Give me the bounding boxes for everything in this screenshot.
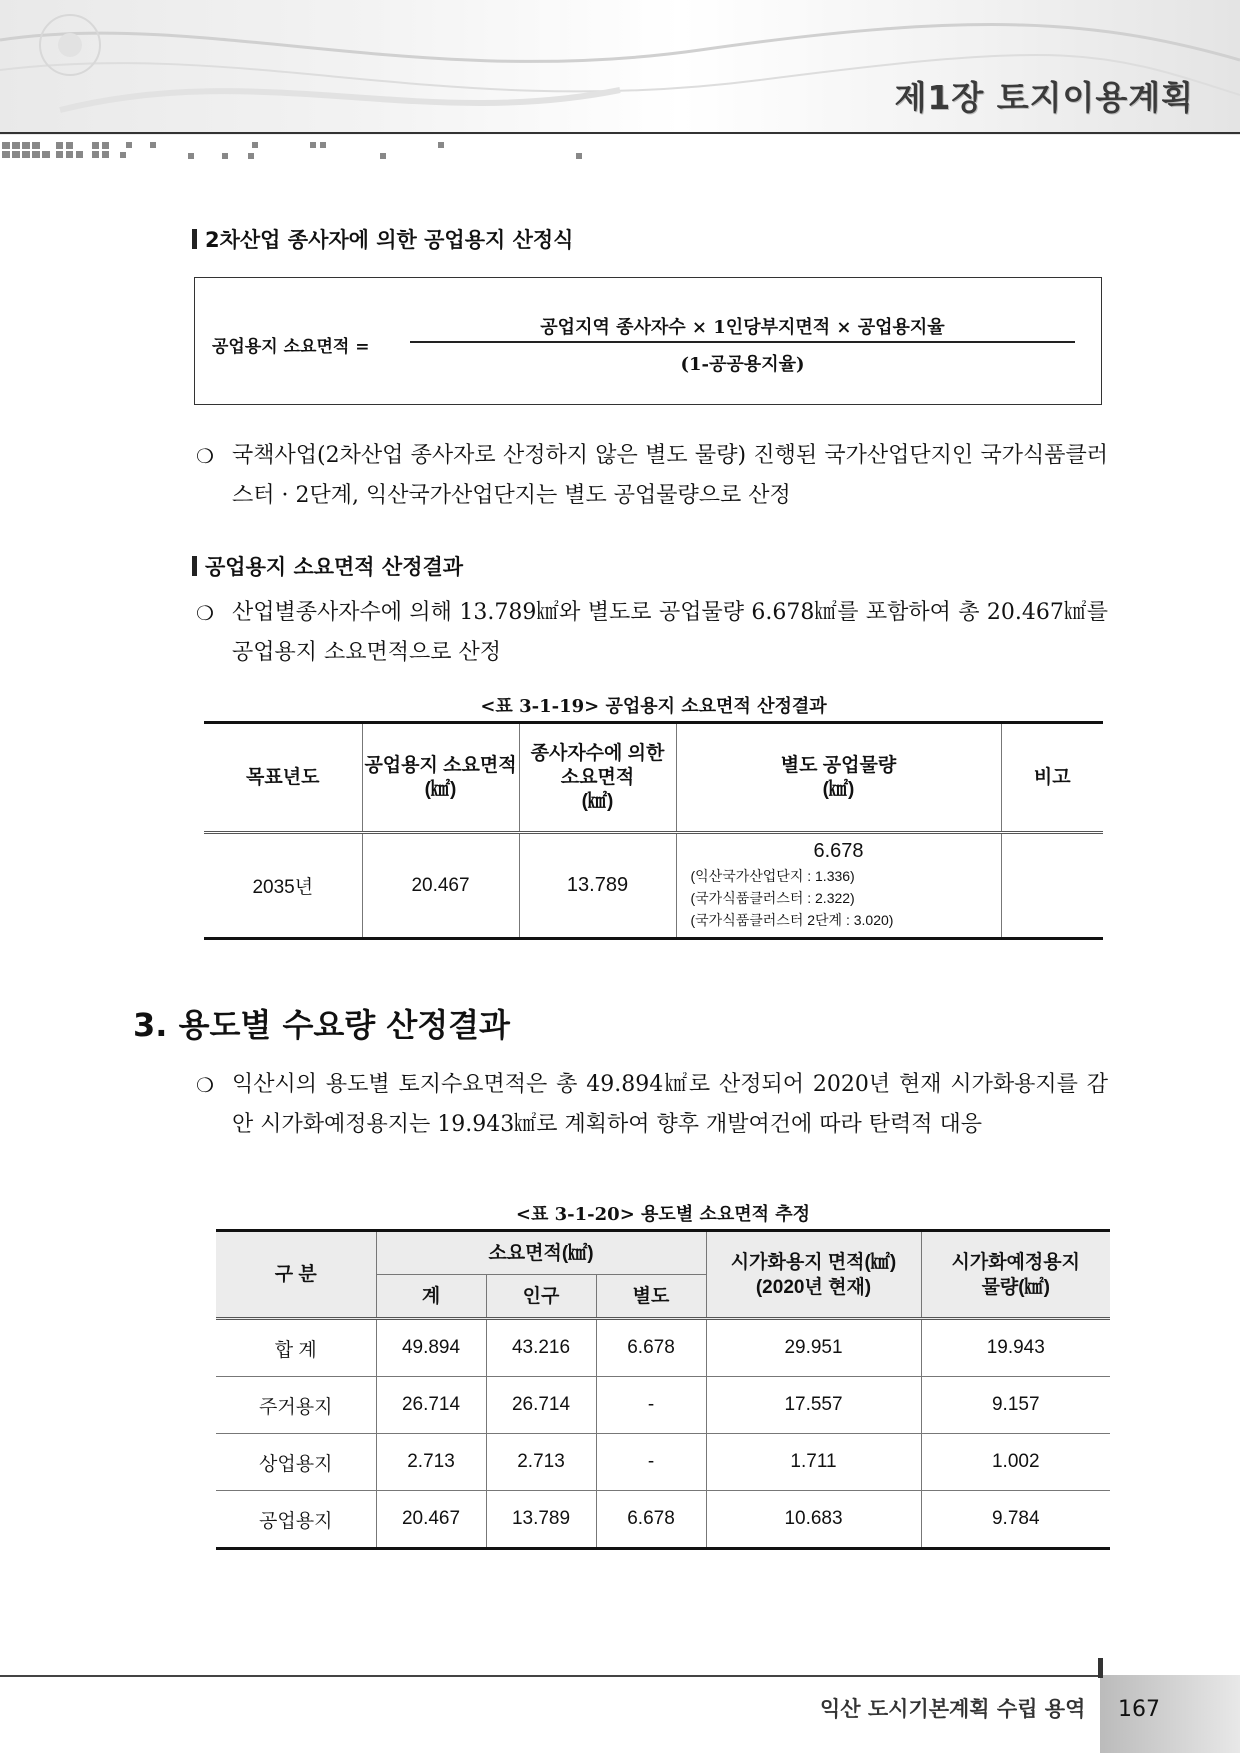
header-workers-line2: 소요면적 bbox=[560, 766, 635, 788]
cell-separate: - bbox=[596, 1377, 706, 1434]
header-rule bbox=[0, 132, 1240, 134]
formula-denominator: (1-공공용지율) bbox=[680, 354, 805, 375]
separate-total: 6.678 bbox=[813, 840, 864, 862]
formula-section-heading bbox=[192, 224, 573, 254]
cell-population: 43.216 bbox=[486, 1319, 596, 1377]
section3-paragraph bbox=[196, 1065, 1108, 1145]
footer-rule bbox=[0, 1675, 1240, 1677]
formula-numerator: 공업지역 종사자수 × 1인당부지면적 × 공업용지율 bbox=[540, 317, 945, 338]
chapter-title: 제1장 토지이용계획 bbox=[894, 78, 1194, 117]
table-row bbox=[216, 1377, 1110, 1434]
header-planned-line2: 물량(㎢) bbox=[981, 1276, 1050, 1298]
cell-planned: 9.784 bbox=[921, 1491, 1110, 1549]
header-year: 목표년도 bbox=[204, 723, 362, 833]
header-dot-pattern bbox=[0, 140, 600, 162]
separate-item: (국가식품클러스터 : 2.322) bbox=[690, 890, 855, 906]
footer-title: 익산 도시기본계획 수립 용역 bbox=[820, 1697, 1086, 1721]
cell-population: 13.789 bbox=[486, 1491, 596, 1549]
header-urbanized bbox=[706, 1231, 921, 1319]
table1-caption: <표 3-1-19> 공업용지 소요면적 산정결과 bbox=[480, 696, 827, 717]
cell-category: 합 계 bbox=[216, 1319, 376, 1377]
cell-urbanized: 29.951 bbox=[706, 1319, 921, 1377]
table-row bbox=[204, 833, 1103, 939]
cell-planned: 19.943 bbox=[921, 1319, 1110, 1377]
separate-item: (익산국가산업단지 : 1.336) bbox=[690, 868, 855, 884]
table-row bbox=[216, 1434, 1110, 1491]
header-workers bbox=[519, 723, 676, 833]
header-separate-line1: 별도 공업물량 bbox=[780, 754, 897, 776]
national-project-text: 국책사업(2차산업 종사자로 산정하지 않은 별도 물량) 진행된 국가산업단지인 국가식품클러스터 · 2단계, 익산국가산업단지는 별도 공업물량으로 산정 bbox=[232, 443, 1108, 508]
header-required-group: 소요면적(㎢) bbox=[376, 1231, 706, 1275]
table2-caption: <표 3-1-20> 용도별 소요면적 추정 bbox=[515, 1204, 811, 1225]
cell-planned: 9.157 bbox=[921, 1377, 1110, 1434]
page-number: 167 bbox=[1118, 1697, 1160, 1722]
header-remarks: 비고 bbox=[1001, 723, 1103, 833]
land-use-demand-table bbox=[216, 1229, 1110, 1550]
header-planned-line1: 시가화예정용지 bbox=[951, 1251, 1080, 1273]
separate-item: (국가식품클러스터 2단계 : 3.020) bbox=[690, 912, 894, 928]
cell-separate: 6.678 bbox=[596, 1319, 706, 1377]
cell-required: 20.467 bbox=[362, 833, 519, 939]
header-workers-line3: (㎢) bbox=[581, 790, 614, 812]
national-project-paragraph bbox=[196, 436, 1108, 516]
header-category: 구 분 bbox=[216, 1231, 376, 1319]
cell-total: 20.467 bbox=[376, 1491, 486, 1549]
cell-category: 상업용지 bbox=[216, 1434, 376, 1491]
header-separate bbox=[676, 723, 1001, 833]
formula-lhs: 공업용지 소요면적 = bbox=[212, 337, 370, 357]
section3-title: 3. 용도별 수요량 산정결과 bbox=[133, 1006, 510, 1044]
heading-marker bbox=[192, 229, 197, 249]
industrial-area-table bbox=[204, 721, 1103, 940]
cell-urbanized: 17.557 bbox=[706, 1377, 921, 1434]
cell-total: 26.714 bbox=[376, 1377, 486, 1434]
cell-population: 2.713 bbox=[486, 1434, 596, 1491]
footer-marker bbox=[1098, 1658, 1103, 1678]
cell-total: 2.713 bbox=[376, 1434, 486, 1491]
cell-separate: - bbox=[596, 1434, 706, 1491]
result-paragraph bbox=[196, 593, 1108, 673]
header-separate-line2: (㎢) bbox=[822, 778, 855, 800]
cell-remarks bbox=[1001, 833, 1103, 939]
header-required-line2: (㎢) bbox=[424, 778, 457, 800]
header-urbanized-line1: 시가화용지 면적(㎢) bbox=[730, 1251, 897, 1273]
cell-population: 26.714 bbox=[486, 1377, 596, 1434]
header-planned bbox=[921, 1231, 1110, 1319]
header-workers-line1: 종사자수에 의한 bbox=[530, 742, 665, 764]
cell-urbanized: 10.683 bbox=[706, 1491, 921, 1549]
header-separate: 별도 bbox=[596, 1275, 706, 1319]
heading-marker bbox=[192, 556, 197, 576]
table-header-row bbox=[216, 1231, 1110, 1275]
header-required bbox=[362, 723, 519, 833]
header-urbanized-line2: (2020년 현재) bbox=[755, 1276, 872, 1298]
header-required-line1: 공업용지 소요면적 bbox=[364, 754, 517, 776]
cell-urbanized: 1.711 bbox=[706, 1434, 921, 1491]
circle-bullet-icon: ❍ bbox=[196, 444, 214, 468]
table-row bbox=[216, 1491, 1110, 1549]
result-section-heading bbox=[192, 551, 463, 581]
cell-workers: 13.789 bbox=[519, 833, 676, 939]
section3-text: 익산시의 용도별 토지수요면적은 총 49.894㎢로 산정되어 2020년 현재 시가화용지를 감안 시가화예정용지는 19.943㎢로 계획하여 향후 개발여건에 따라 탄력적 대응 bbox=[232, 1072, 1108, 1137]
fraction-line bbox=[410, 341, 1075, 343]
result-text: 산업별종사자수에 의해 13.789㎢와 별도로 공업물량 6.678㎢를 포함하여 총 20.467㎢를 공업용지 소요면적으로 산정 bbox=[232, 600, 1108, 665]
table-header-row bbox=[204, 723, 1103, 833]
circle-bullet-icon: ❍ bbox=[196, 601, 214, 625]
cell-category: 주거용지 bbox=[216, 1377, 376, 1434]
cell-total: 49.894 bbox=[376, 1319, 486, 1377]
cell-planned: 1.002 bbox=[921, 1434, 1110, 1491]
cell-separate: 6.678 bbox=[596, 1491, 706, 1549]
circle-bullet-icon: ❍ bbox=[196, 1073, 214, 1097]
result-heading-text: 공업용지 소요면적 산정결과 bbox=[205, 555, 464, 579]
header-total: 계 bbox=[376, 1275, 486, 1319]
cell-separate bbox=[676, 833, 1001, 939]
cell-category: 공업용지 bbox=[216, 1491, 376, 1549]
cell-year: 2035년 bbox=[204, 833, 362, 939]
table-row bbox=[216, 1319, 1110, 1377]
header-population: 인구 bbox=[486, 1275, 596, 1319]
formula-heading-text: 2차산업 종사자에 의한 공업용지 산정식 bbox=[205, 228, 574, 252]
